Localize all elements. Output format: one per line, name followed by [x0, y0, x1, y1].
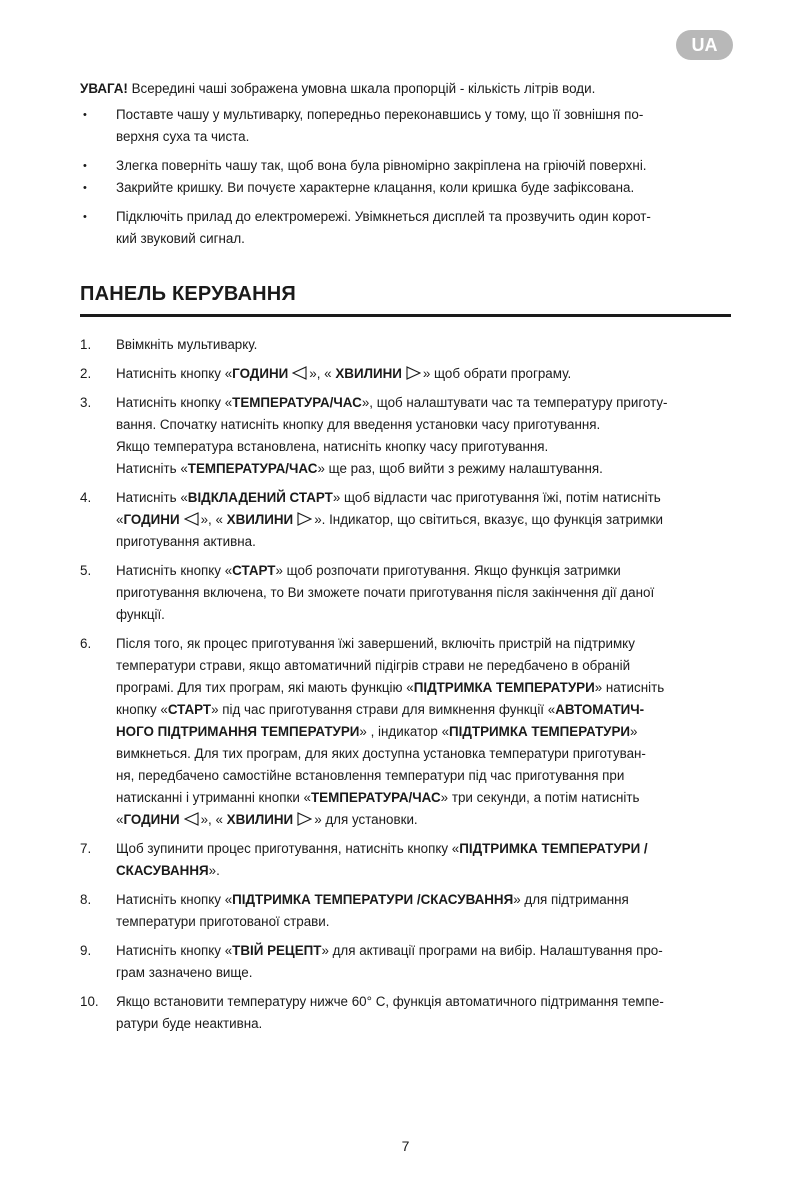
- setup-bullet-list: [80, 104, 740, 250]
- step-line: [116, 509, 740, 531]
- step-text: » для установки.: [314, 812, 418, 827]
- step-text: Натисніть кнопку «: [116, 366, 233, 381]
- step-text: ». Індикатор, що світиться, вказує, що функція затримки: [314, 512, 663, 527]
- bullet-item: [80, 206, 740, 250]
- step-number: 5.: [80, 563, 92, 578]
- step-text: вання. Спочатку натисніть кнопку для введення установки часу приготування.: [116, 417, 601, 432]
- step-text: », «: [309, 366, 336, 381]
- button-name: ГОДИНИ: [232, 366, 289, 381]
- step-text: «: [116, 812, 124, 827]
- step-text: температури приготованої страви.: [116, 914, 330, 929]
- step-text: » для підтримання: [513, 892, 629, 907]
- button-name: ТЕМПЕРАТУРА/ЧАС: [187, 461, 318, 476]
- triangle-right-icon: [406, 366, 421, 380]
- button-name: СКАСУВАННЯ: [116, 863, 209, 878]
- step-text: Після того, як процес приготування їжі завершений, включіть пристрій на підтримку: [116, 636, 635, 651]
- step-text: » три секунди, а потім натисніть: [440, 790, 640, 805]
- step-text: кнопку «: [116, 702, 168, 717]
- step-item: [80, 560, 740, 626]
- step-text: Натисніть кнопку «: [116, 943, 233, 958]
- warning-text: Всередині чаші зображена умовна шкала пропорцій - кількість літрів води.: [127, 81, 596, 96]
- button-name: СТАРТ: [167, 702, 212, 717]
- step-text: » щоб обрати програму.: [422, 366, 572, 381]
- step-item: [80, 940, 740, 984]
- step-line: [116, 604, 740, 626]
- step-text: » під час приготування страви для вимкнення функції «: [211, 702, 556, 717]
- step-text: » натисніть: [594, 680, 665, 695]
- control-panel-steps: [80, 334, 740, 1035]
- bullet-line: • Поставте чашу у мультиварку, попередньо переконавшись у тому, що її зовнішня по-: [116, 107, 644, 122]
- step-text: Якщо встановити температуру нижче 60° С, функція автоматичного підтримання темпе-: [116, 994, 664, 1009]
- button-name: ВІДКЛАДЕНИЙ СТАРТ: [187, 490, 333, 505]
- step-item: [80, 991, 740, 1035]
- step-number: 10.: [80, 994, 99, 1009]
- step-number: 9.: [80, 943, 92, 958]
- language-badge: UA: [676, 30, 733, 60]
- step-text: »: [630, 724, 638, 739]
- step-text: вимкнеться. Для тих програм, для яких доступна установка температури приготуван-: [116, 746, 646, 761]
- step-item: [80, 363, 740, 385]
- bullet-item: [80, 177, 740, 199]
- step-number: 3.: [80, 395, 92, 410]
- step-number: 8.: [80, 892, 92, 907]
- step-text: » щоб розпочати приготування. Якщо функція затримки: [275, 563, 621, 578]
- warning-label: УВАГА!: [80, 81, 128, 96]
- step-text: програмі. Для тих програм, які мають функцію «: [116, 680, 414, 695]
- step-item: [80, 633, 740, 831]
- step-text: Ввімкніть мультиварку.: [116, 337, 258, 352]
- step-line: [116, 721, 740, 743]
- step-text: ».: [208, 863, 220, 878]
- step-text: » , індикатор «: [359, 724, 450, 739]
- step-line: [116, 458, 740, 480]
- step-text: Натисніть «: [116, 490, 188, 505]
- bullet-line: • Підключіть прилад до електромережі. Увімкнеться дисплей та прозвучить один корот-: [116, 209, 651, 224]
- step-number: 1.: [80, 337, 92, 352]
- triangle-left-icon: [292, 366, 307, 380]
- step-line: [116, 699, 740, 721]
- step-text: », «: [200, 512, 227, 527]
- step-line: [116, 991, 740, 1013]
- step-item: [80, 838, 740, 882]
- button-name: АВТОМАТИЧ-: [555, 702, 645, 717]
- triangle-left-icon: [184, 512, 199, 526]
- step-item: [80, 392, 740, 480]
- step-line: [116, 487, 740, 509]
- step-line: [116, 560, 740, 582]
- step-text: Щоб зупинити процес приготування, натисніть кнопку «: [116, 841, 460, 856]
- step-text: Якщо температура встановлена, натисніть кнопку часу приготування.: [116, 439, 549, 454]
- section-title: ПАНЕЛЬ КЕРУВАННЯ: [80, 283, 296, 305]
- step-line: [116, 809, 740, 831]
- step-line: [116, 633, 740, 655]
- step-text: ня, передбачено самостійне встановлення температури під час приготування при: [116, 768, 625, 783]
- page-number: 7: [401, 1138, 410, 1154]
- step-text: », щоб налаштувати час та температуру приготу-: [361, 395, 668, 410]
- step-item: [80, 334, 740, 356]
- button-name: ПІДТРИМКА ТЕМПЕРАТУРИ: [449, 724, 631, 739]
- button-name: ПІДТРИМКА ТЕМПЕРАТУРИ /: [459, 841, 648, 856]
- bullet-line: • Закрийте кришку. Ви почуєте характерне клацання, коли кришка буде зафіксована.: [116, 180, 635, 195]
- step-text: приготування активна.: [116, 534, 256, 549]
- bullet-line: • Злегка поверніть чашу так, щоб вона була рівномірно закріплена на гріючій поверхні.: [116, 158, 647, 173]
- step-text: » ще раз, щоб вийти з режиму налаштування.: [317, 461, 603, 476]
- step-line: [116, 765, 740, 787]
- step-line: [116, 787, 740, 809]
- step-line: [116, 655, 740, 677]
- step-item: [80, 487, 740, 553]
- step-line: [116, 889, 740, 911]
- step-line: [116, 743, 740, 765]
- button-name: ТЕМПЕРАТУРА/ЧАС: [311, 790, 441, 805]
- step-text: «: [116, 512, 124, 527]
- step-text: натисканні і утриманні кнопки «: [116, 790, 311, 805]
- warning-note: [80, 78, 740, 100]
- step-line: [116, 838, 740, 860]
- step-text: ратури буде неактивна.: [116, 1016, 263, 1031]
- button-name: ХВИЛИНИ: [335, 366, 402, 381]
- step-text: » для активації програми на вибір. Налаштування про-: [321, 943, 663, 958]
- step-text: функції.: [116, 607, 165, 622]
- button-name: ПІДТРИМКА ТЕМПЕРАТУРИ /СКАСУВАННЯ: [232, 892, 514, 907]
- step-number: 7.: [80, 841, 92, 856]
- triangle-right-icon: [297, 512, 312, 526]
- button-name: ХВИЛИНИ: [226, 812, 294, 827]
- step-line: [116, 962, 740, 984]
- button-name: ХВИЛИНИ: [226, 512, 294, 527]
- step-number: 2.: [80, 366, 92, 381]
- step-text: температури страви, якщо автоматичний підігрів страви не передбачено в обраній: [116, 658, 631, 673]
- step-line: [116, 1013, 740, 1035]
- step-text: » щоб відласти час приготування їжі, потім натисніть: [332, 490, 661, 505]
- step-line: [116, 582, 740, 604]
- step-text: Натисніть кнопку «: [116, 395, 233, 410]
- step-text: грам зазначено вище.: [116, 965, 253, 980]
- button-name: НОГО ПІДТРИМАННЯ ТЕМПЕРАТУРИ: [116, 724, 360, 739]
- bullet-line: верхня суха та чиста.: [116, 129, 250, 144]
- step-line: [116, 436, 740, 458]
- bullet-line: кий звуковий сигнал.: [116, 231, 245, 246]
- step-line: [116, 860, 740, 882]
- bullet-item: [80, 155, 740, 177]
- step-text: Натисніть «: [116, 461, 188, 476]
- step-line: [116, 363, 740, 385]
- step-line: [116, 334, 740, 356]
- step-number: 6.: [80, 636, 92, 651]
- step-text: Натисніть кнопку «: [116, 892, 233, 907]
- bullet-item: [80, 104, 740, 148]
- step-text: Натисніть кнопку «: [116, 563, 233, 578]
- step-line: [116, 414, 740, 436]
- step-line: [116, 392, 740, 414]
- step-text: », «: [200, 812, 227, 827]
- triangle-left-icon: [184, 812, 199, 826]
- button-name: ТЕМПЕРАТУРА/ЧАС: [232, 395, 362, 410]
- triangle-right-icon: [297, 812, 312, 826]
- button-name: ГОДИНИ: [123, 512, 180, 527]
- step-number: 4.: [80, 490, 92, 505]
- button-name: СТАРТ: [232, 563, 276, 578]
- step-line: [116, 531, 740, 553]
- button-name: ГОДИНИ: [123, 812, 180, 827]
- step-text: приготування включена, то Ви зможете почати приготування після закінчення дії даної: [116, 585, 655, 600]
- button-name: ПІДТРИМКА ТЕМПЕРАТУРИ: [413, 680, 595, 695]
- step-line: [116, 940, 740, 962]
- step-line: [116, 677, 740, 699]
- section-divider: [80, 314, 731, 317]
- step-line: [116, 911, 740, 933]
- button-name: ТВІЙ РЕЦЕПТ: [232, 943, 322, 958]
- step-item: [80, 889, 740, 933]
